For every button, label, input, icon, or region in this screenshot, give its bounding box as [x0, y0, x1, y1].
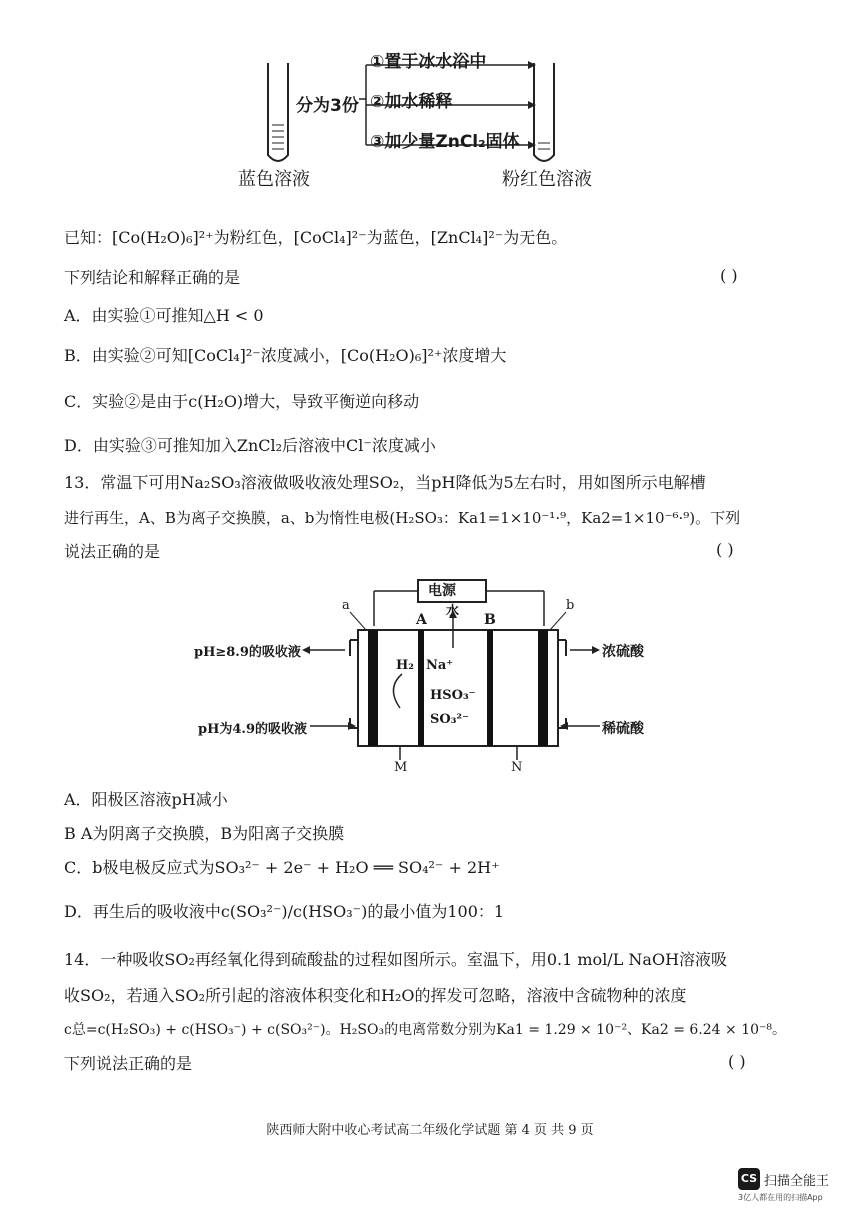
q13-option-d: D．再生后的吸收液中c(SO₃²⁻)/c(HSO₃⁻)的最小值为100：1	[64, 902, 505, 921]
q14-line3: c总=c(H₂SO₃) + c(HSO₃⁻) + c(SO₃²⁻)。H₂SO₃的电离常数分别为Ka1 = 1.29 × 10⁻²、Ka2 = 6.24 × 10⁻⁸。	[64, 1022, 787, 1038]
q12-answer-paren: ( )	[720, 266, 738, 285]
right-tube-label: 粉红色溶液	[502, 169, 592, 190]
h2-label: H₂	[396, 658, 414, 673]
right-in-label: 稀硫酸	[602, 721, 644, 737]
q13-option-b: B A为阴离子交换膜，B为阳离子交换膜	[64, 824, 345, 843]
q14-answer-paren: ( )	[728, 1052, 746, 1071]
hso3-label: HSO₃⁻	[430, 688, 476, 703]
power-label: 电源	[428, 583, 456, 599]
membrane-a-label: A	[416, 612, 427, 628]
q12-stem: 下列结论和解释正确的是	[64, 268, 241, 287]
q13-option-c: C．b极电极反应式为SO₃²⁻ + 2e⁻ + H₂O ══ SO₄²⁻ + 2H⁺	[64, 858, 500, 877]
complex-blue: [CoCl₄]²⁻	[293, 228, 367, 247]
q12-option-b: B．由实验②可知[CoCl₄]²⁻浓度减小，[Co(H₂O)₆]²⁺浓度增大	[64, 346, 507, 365]
complex-colorless: [ZnCl₄]²⁻	[430, 228, 504, 247]
q12-option-a: A．由实验①可推知△H < 0	[64, 306, 264, 325]
q13-line1: 13．常温下可用Na₂SO₃溶液做吸收液处理SO₂，当pH降低为5左右时，用如图所示电解槽	[64, 473, 706, 492]
m-label: M	[394, 760, 408, 775]
q14-line1: 14．一种吸收SO₂再经氧化得到硫酸盐的过程如图所示。室温下，用0.1 mol/L NaOH溶液吸	[64, 950, 728, 969]
complex-pink: [Co(H₂O)₆]²⁺	[112, 228, 214, 247]
q12-option-c: C．实验②是由于c(H₂O)增大，导致平衡逆向移动	[64, 392, 420, 411]
q13-option-a: A．阳极区溶液pH减小	[64, 790, 228, 809]
na-label: Na⁺	[426, 658, 454, 673]
left-in-label: pH为4.9的吸收液	[198, 722, 307, 737]
q13-line3: 说法正确的是	[64, 542, 161, 561]
electrode-b-label: b	[566, 598, 575, 613]
page-footer: 陕西师大附中收心考试高二年级化学试题 第 4 页 共 9 页	[266, 1123, 594, 1138]
known-t1: 为粉红色，	[213, 228, 294, 247]
q14-line4: 下列说法正确的是	[64, 1054, 193, 1073]
known-t2: 为蓝色，	[366, 228, 431, 247]
membrane-b-label: B	[484, 612, 496, 628]
right-out-label: 浓硫酸	[602, 644, 644, 660]
known-t3: 为无色。	[503, 228, 568, 247]
electrode-a-label: a	[342, 598, 350, 613]
q13-answer-paren: ( )	[716, 540, 734, 559]
scanner-tagline: 3亿人都在用的扫描App	[738, 1193, 823, 1202]
so3-label: SO₃²⁻	[430, 712, 469, 727]
n-label: N	[511, 760, 523, 775]
known-line	[64, 228, 567, 248]
scanner-logo-icon: CS	[738, 1168, 760, 1190]
scanner-watermark	[738, 1168, 829, 1203]
q14-line2: 收SO₂，若通入SO₂所引起的溶液体积变化和H₂O的挥发可忽略，溶液中含硫物种的浓度	[64, 986, 687, 1005]
electrolysis-diagram	[190, 578, 670, 778]
water-label: 水	[446, 604, 460, 619]
q12-option-d: D．由实验③可推知加入ZnCl₂后溶液中Cl⁻浓度减小	[64, 436, 436, 455]
split-label: 分为3份	[296, 91, 359, 116]
step1-label: ①置于冰水浴中	[370, 52, 487, 72]
left-out-label: pH≥8.9的吸收液	[194, 645, 301, 660]
step3-label: ③加少量ZnCl₂固体	[370, 132, 520, 152]
q13-line2: 进行再生，A、B为离子交换膜，a、b为惰性电极(H₂SO₃：Ka1=1×10⁻¹·⁹，Ka2=1×10⁻⁶·⁹)。下列	[64, 509, 741, 527]
diagram-tubes	[230, 52, 630, 190]
left-tube-label: 蓝色溶液	[238, 169, 310, 190]
known-prefix: 已知：	[64, 228, 113, 247]
electrolysis-svg	[190, 578, 670, 778]
step2-label: ②加水稀释	[370, 92, 453, 112]
scanner-name: 扫描全能王	[764, 1173, 830, 1189]
